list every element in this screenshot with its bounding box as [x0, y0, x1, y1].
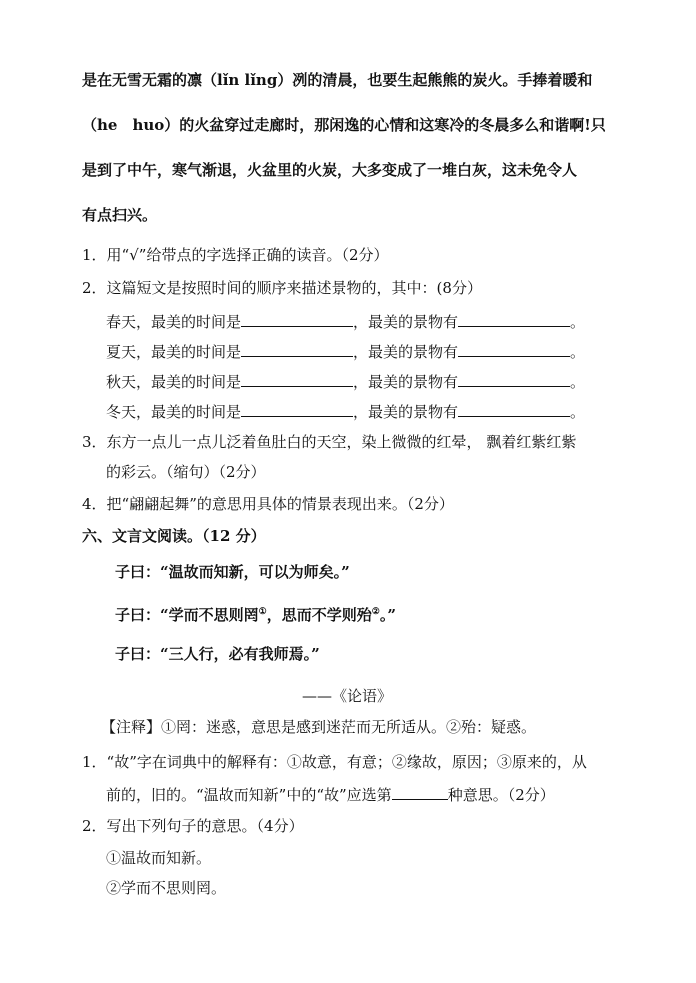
season-prefix: 冬天，最美的时间是: [106, 403, 242, 421]
q1-text-a: 前的，旧的。“温故而知新”中的“故”应选第: [106, 786, 392, 804]
passage-line-4: 有点扫兴。: [82, 206, 158, 224]
source-attribution: ——《论语》: [302, 687, 393, 705]
quote-3: 子曰：“三人行，必有我师焉。”: [115, 645, 320, 663]
q1-text-b: 种意思。（2分）: [447, 786, 555, 804]
answer-blank-scenery[interactable]: [458, 401, 570, 417]
answer-blank-meaning[interactable]: [392, 784, 448, 800]
season-middle: ，最美的景物有: [353, 403, 459, 421]
question-1: 1．用“√”给带点的字选择正确的读音。（2分）: [82, 246, 389, 264]
answer-blank-time[interactable]: [241, 401, 353, 417]
section-6-question-2: 2．写出下列句子的意思。（4分）: [82, 817, 304, 835]
season-prefix: 夏天，最美的时间是: [106, 343, 242, 361]
answer-blank-time[interactable]: [241, 311, 353, 327]
footnote-marker-2: ②: [371, 607, 380, 617]
section-6-question-1-line-1: 1．“故”字在词典中的解释有：①故意，有意；②缘故，原因；③原来的，从: [82, 753, 587, 771]
answer-blank-scenery[interactable]: [458, 341, 570, 357]
season-end: 。: [570, 343, 586, 361]
translation-item-2: ②学而不思则罔。: [106, 879, 227, 897]
question-4: 4．把“翩翩起舞”的意思用具体的情景表现出来。（2分）: [82, 495, 454, 513]
passage-line-2: （he huo）的火盆穿过走廊时，那闲逸的心情和这寒冷的冬晨多么和谐啊!只: [82, 116, 606, 134]
passage-line-3: 是到了中午，寒气渐退，火盆里的火炭，大多变成了一堆白灰，这未免令人: [82, 161, 578, 179]
answer-blank-scenery[interactable]: [458, 311, 570, 327]
season-prefix: 秋天，最美的时间是: [106, 373, 242, 391]
footnote-marker-1: ①: [258, 607, 267, 617]
season-row-spring: [106, 311, 585, 332]
quote-1: 子曰：“温故而知新，可以为师矣。”: [115, 563, 350, 581]
season-middle: ，最美的景物有: [353, 313, 459, 331]
season-end: 。: [570, 403, 586, 421]
season-row-autumn: [106, 371, 585, 392]
season-middle: ，最美的景物有: [353, 343, 459, 361]
season-end: 。: [570, 313, 586, 331]
question-3-line-2: 的彩云。（缩句）（2分）: [106, 463, 266, 481]
answer-blank-time[interactable]: [241, 371, 353, 387]
section-6-question-1-line-2: [106, 784, 555, 805]
translation-item-1: ①温故而知新。: [106, 849, 212, 867]
season-row-summer: [106, 341, 585, 362]
quote-2-part-c: 。”: [379, 606, 396, 624]
season-prefix: 春天，最美的时间是: [106, 313, 242, 331]
question-3-line-1: 3．东方一点儿一点儿泛着鱼肚白的天空，染上微微的红晕， 飘着红紫红紫: [82, 433, 577, 451]
quote-2: [115, 602, 396, 625]
season-end: 。: [570, 373, 586, 391]
season-middle: ，最美的景物有: [353, 373, 459, 391]
question-2: 2．这篇短文是按照时间的顺序来描述景物的，其中：(8分）: [82, 279, 482, 297]
quote-2-part-b: ，思而不学则殆: [266, 606, 372, 624]
season-row-winter: [106, 401, 585, 422]
quote-2-part-a: 子曰：“学而不思则罔: [115, 606, 259, 624]
answer-blank-time[interactable]: [241, 341, 353, 357]
answer-blank-scenery[interactable]: [458, 371, 570, 387]
passage-line-1: 是在无雪无霜的凛（lǐn lǐng）冽的清晨，也要生起熊熊的炭火。手捧着暖和: [82, 71, 593, 89]
section-6-heading: 六、文言文阅读。（12 分）: [82, 527, 266, 545]
annotation-note: 【注释】①罔：迷惑，意思是感到迷茫而无所适从。②殆：疑惑。: [101, 718, 537, 736]
